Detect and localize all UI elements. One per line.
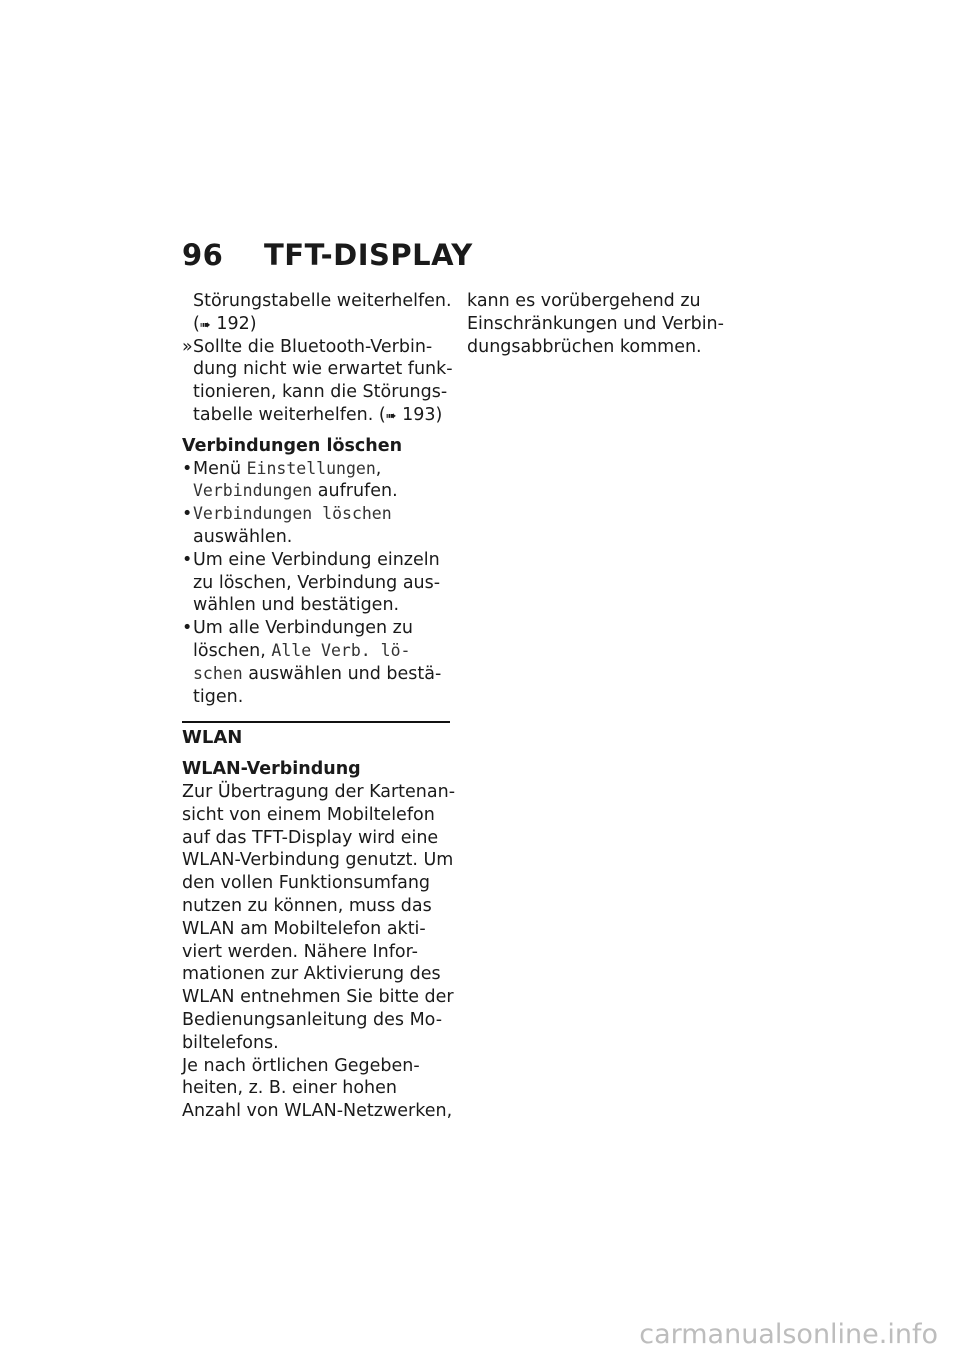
- text-line: sicht von einem Mobiltelefon: [182, 804, 435, 825]
- text-line: dungsabbrüchen kommen.: [467, 336, 702, 357]
- text-line: WLAN am Mobiltelefon akti-: [182, 918, 426, 939]
- watermark: carmanualsonline.info: [639, 1319, 938, 1350]
- menu-path: Verbindungen löschen: [193, 504, 392, 524]
- step-item-cont: auswählen.: [193, 526, 293, 547]
- page-reference-arrow-icon: ➠: [385, 408, 397, 424]
- text-line: biltelefons.: [182, 1032, 279, 1053]
- step-item: [182, 503, 454, 526]
- text-line: WLAN entnehmen Sie bitte der: [182, 987, 454, 1008]
- text-line: mationen zur Aktivierung des: [182, 964, 441, 985]
- text-line: kann es vorübergehend zu: [467, 291, 701, 311]
- bullet-icon: •: [182, 618, 193, 639]
- step-item: •Um alle Verbindungen zu: [182, 618, 413, 639]
- step-item-cont: wählen und bestätigen.: [193, 595, 400, 616]
- page-number: 96: [182, 238, 224, 272]
- right-column: [467, 290, 739, 358]
- page-reference-arrow-icon: ➠: [199, 317, 211, 333]
- text-line: den vollen Funktionsumfang: [182, 873, 431, 894]
- bullet-icon: •: [182, 504, 193, 525]
- text-line: heiten, z. B. einer hohen: [182, 1078, 397, 1099]
- text-line: Einschränkungen und Verbin-: [467, 313, 724, 334]
- tip-marker-icon: »: [182, 336, 193, 357]
- menu-path: schen: [193, 663, 243, 683]
- bullet-icon: •: [182, 458, 193, 479]
- step-item: •Um eine Verbindung einzeln: [182, 549, 440, 570]
- right-paragraph: [467, 290, 739, 358]
- text-line: Zur Übertragung der Kartenan-: [182, 781, 456, 802]
- text-line: Je nach örtlichen Gegeben-: [182, 1055, 420, 1076]
- step-item-cont: Verbindungen aufrufen.: [193, 481, 398, 502]
- page-header: [182, 238, 473, 272]
- step-item-cont: löschen, Alle Verb. lö-: [193, 640, 411, 661]
- text-line: Bedienungsanleitung des Mo-: [182, 1009, 443, 1030]
- left-column: [182, 290, 454, 1123]
- text-line: viert werden. Nähere Infor-: [182, 941, 418, 962]
- wlan-paragraph-continued: [182, 1055, 454, 1123]
- text-line: WLAN-Verbindung genutzt. Um: [182, 850, 454, 871]
- tip-line: »Sollte die Bluetooth-Verbin-: [182, 336, 433, 357]
- wlan-paragraph: [182, 781, 454, 1055]
- text-line: nutzen zu können, muss das: [182, 895, 432, 916]
- menu-path: Alle Verb. lö-: [271, 640, 411, 660]
- step-item-cont: zu löschen, Verbindung aus-: [193, 572, 441, 593]
- intro-reference: (➠ 192): [182, 313, 454, 336]
- section-heading: Verbindungen löschen: [182, 435, 403, 456]
- tip-line: tabelle weiterhelfen. (➠ 193): [182, 404, 454, 427]
- step-item: •Menü Einstellungen,: [182, 458, 382, 479]
- menu-path: Einstellungen: [246, 458, 376, 478]
- page-reference-link[interactable]: 193): [402, 404, 443, 425]
- menu-path: Verbindungen: [193, 481, 313, 501]
- section-title-wlan: WLAN: [182, 727, 243, 749]
- intro-line: Störungstabelle weiterhelfen.: [193, 291, 452, 311]
- bullet-icon: •: [182, 549, 193, 570]
- section-title: TFT-DISPLAY: [264, 238, 473, 272]
- step-item-cont: schen auswählen und bestä-: [193, 663, 442, 684]
- page-reference-link[interactable]: 192): [216, 313, 257, 334]
- tip-line: tionieren, kann die Störungs-: [193, 382, 448, 403]
- text-line: Anzahl von WLAN-Netzwerken,: [182, 1101, 453, 1122]
- step-item-cont: tigen.: [193, 686, 244, 707]
- tip-line: dung nicht wie erwartet funk-: [193, 359, 453, 380]
- subsection-heading: WLAN-Verbindung: [182, 759, 361, 780]
- section-divider: [182, 721, 450, 723]
- text-line: auf das TFT-Display wird eine: [182, 827, 439, 848]
